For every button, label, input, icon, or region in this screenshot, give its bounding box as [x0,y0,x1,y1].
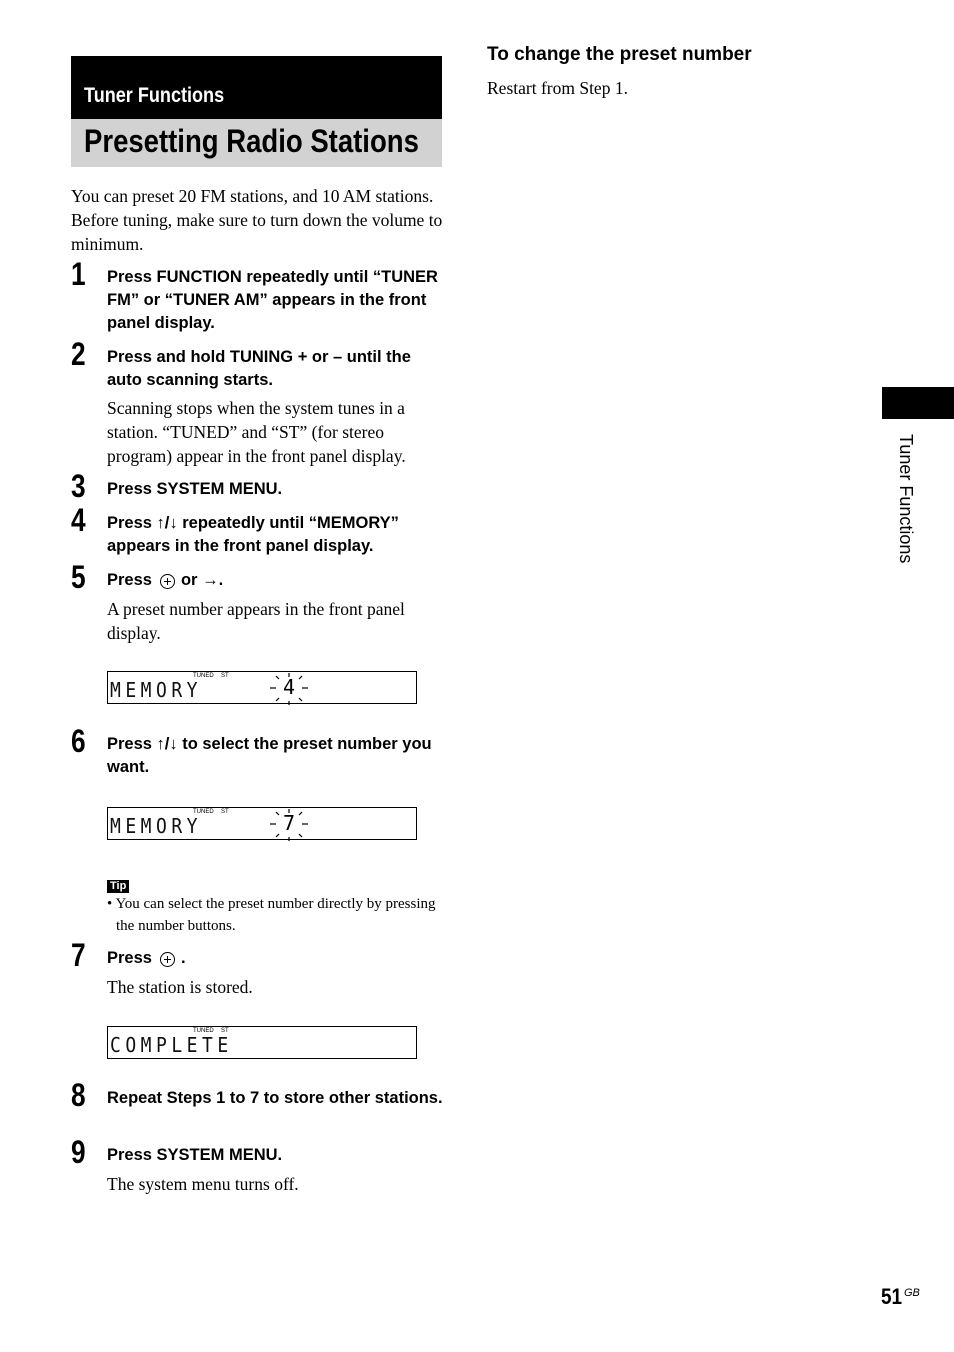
instruction-text: Press [107,735,157,753]
step-instruction-2: Press and hold TUNING + or – until the auto scanning starts. [107,348,411,389]
stereo-indicator: ST [221,1028,229,1034]
instruction-text: Press [107,571,152,589]
tip-label: Tip [107,880,129,893]
thumb-index-label: Tuner Functions [896,434,916,564]
instruction-text: Press [107,949,152,967]
page-number-suffix: GB [904,1287,920,1299]
instruction-text: or [180,571,203,589]
blinking-preset-number [268,672,310,705]
tip-text: • You can select the preset number directly by pressing the number buttons. [107,896,436,934]
step-number-3: 3 [71,468,86,504]
step-body-5: A preset number appears in the front panel display. [107,599,405,643]
blinking-preset-number [268,808,310,841]
step-number-2: 2 [71,336,86,372]
tuned-indicator: TUNED [193,1028,214,1034]
instruction-text: repeatedly until “MEMORY” appears in the front panel display. [107,514,399,555]
section-header-band [71,56,442,119]
step-instruction-8: Repeat Steps 1 to 7 to store other stations. [107,1089,443,1107]
front-panel-display-memory-7 [107,807,417,840]
subsection-heading: To change the preset number [487,44,752,65]
stereo-indicator: ST [221,809,229,815]
instruction-text: . [180,949,186,967]
up-down-arrows-icon: ↑/↓ [156,514,178,532]
step-number-8: 8 [71,1077,86,1113]
tuned-indicator: TUNED [193,809,214,815]
step-body-7: The station is stored. [107,977,253,997]
step-instruction-9: Press SYSTEM MENU. [107,1146,283,1164]
step-instruction-4 [107,512,447,558]
preset-digit: 4 [282,675,296,699]
instruction-text: Press [107,514,157,532]
page-number: 51 [881,1284,903,1309]
intro-paragraph: You can preset 20 FM stations, and 10 AM stations. Before tuning, make sure to turn down the volume to minimum. [71,186,443,254]
preset-digit: 7 [282,811,296,835]
step-number-9: 9 [71,1134,86,1170]
enter-button-icon [160,952,175,967]
page-title: Presetting Radio Stations [84,123,419,159]
step-body-2: Scanning stops when the system tunes in a station. “TUNED” and “ST” (for stereo program) appear in the front panel display. [107,398,406,466]
step-number-5: 5 [71,559,86,595]
up-down-arrows-icon: ↑/↓ [156,735,178,753]
step-body-9: The system menu turns off. [107,1174,299,1194]
instruction-text: to select the preset number you want. [107,735,432,776]
stereo-indicator: ST [221,673,229,679]
thumb-index-tab [882,387,954,419]
display-text: MEMORY [110,814,203,838]
display-text: COMPLETE [110,1033,233,1057]
front-panel-display-complete [107,1026,417,1059]
step-instruction-3: Press SYSTEM MENU. [107,480,283,498]
step-number-6: 6 [71,723,86,759]
step-instruction-6 [107,733,447,779]
display-text: MEMORY [110,678,203,702]
step-number-4: 4 [71,502,86,538]
instruction-text: . [218,571,224,589]
right-arrow-icon: → [202,571,219,589]
section-title: Tuner Functions [84,84,225,107]
step-instruction-1: Press FUNCTION repeatedly until “TUNER FM” or “TUNER AM” appears in the front panel display. [107,268,438,332]
tuned-indicator: TUNED [193,673,214,679]
step-number-1: 1 [71,256,86,292]
step-instruction-7 [107,947,447,970]
step-number-7: 7 [71,937,86,973]
enter-button-icon [160,574,175,589]
page-title-band [71,119,442,167]
subsection-body: Restart from Step 1. [487,78,628,98]
front-panel-display-memory-4 [107,671,417,704]
step-instruction-5 [107,569,447,592]
